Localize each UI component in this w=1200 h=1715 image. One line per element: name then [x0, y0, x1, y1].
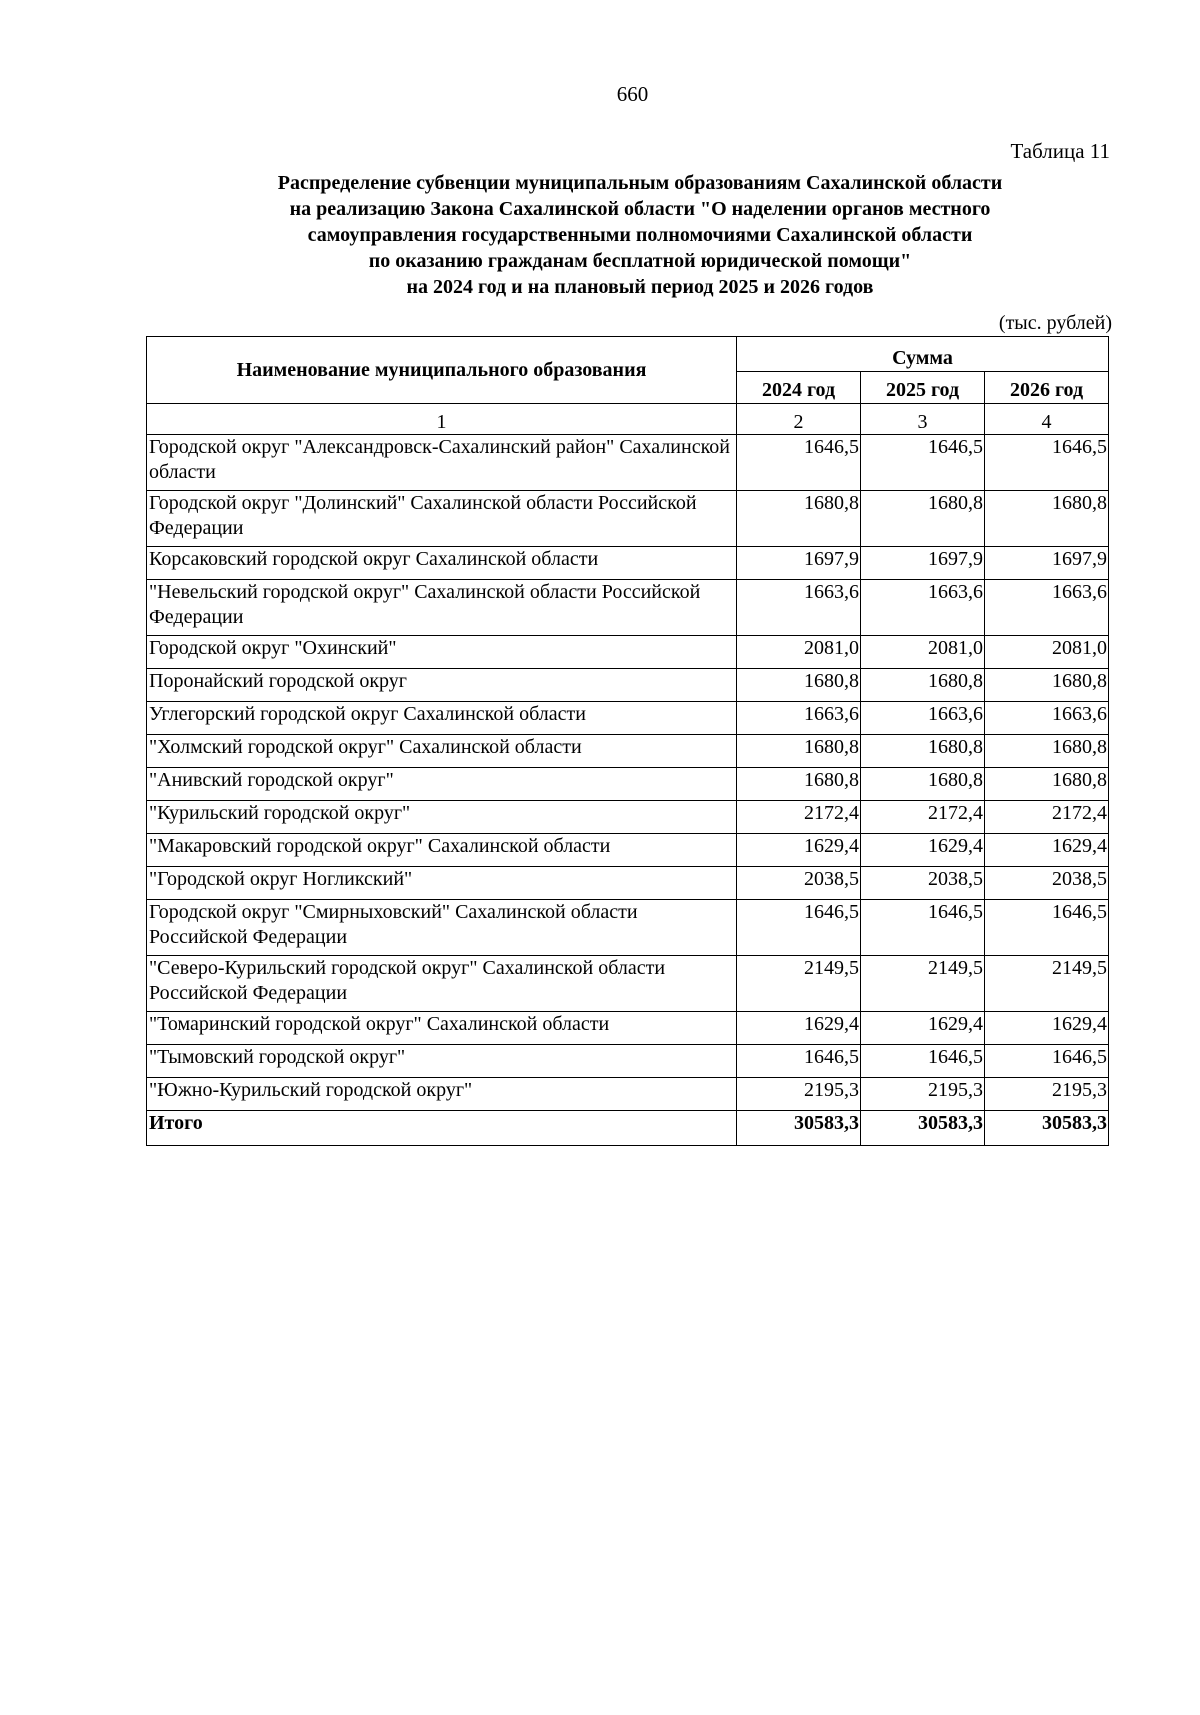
municipality-name: "Томаринский городской округ" Сахалинской области [147, 1012, 737, 1045]
page-number: 660 [616, 82, 649, 106]
table-row [147, 768, 1109, 801]
value-2024: 1629,4 [737, 1012, 861, 1045]
value-2024: 1663,6 [737, 702, 861, 735]
title-line: Распределение субвенции муниципальным образованиям Сахалинской области [277, 172, 1003, 194]
municipality-name: Городской округ "Александровск-Сахалинский район" Сахалинской области [147, 435, 737, 491]
document-title [150, 170, 1130, 300]
value-2024: 1680,8 [737, 491, 861, 547]
table-row [147, 547, 1109, 580]
header-sum: Сумма [737, 337, 1109, 372]
value-2024: 1646,5 [737, 1045, 861, 1078]
municipality-name: "Невельский городской округ" Сахалинской области Российской Федерации [147, 580, 737, 636]
table-row [147, 956, 1109, 1012]
value-2026: 1680,8 [985, 669, 1109, 702]
value-2025: 2195,3 [861, 1078, 985, 1111]
value-2024: 1663,6 [737, 580, 861, 636]
subvention-table [146, 336, 1109, 1146]
table-row [147, 580, 1109, 636]
title-line: на 2024 год и на плановый период 2025 и 2026 годов [406, 276, 874, 298]
value-2026: 1646,5 [985, 900, 1109, 956]
value-2024: 2149,5 [737, 956, 861, 1012]
value-2025: 2172,4 [861, 801, 985, 834]
value-2026: 1663,6 [985, 580, 1109, 636]
table-row [147, 900, 1109, 956]
value-2026: 1663,6 [985, 702, 1109, 735]
header-year-2026: 2026 год [985, 372, 1109, 404]
value-2024: 2172,4 [737, 801, 861, 834]
total-row [147, 1111, 1109, 1146]
total-label: Итого [147, 1111, 737, 1146]
value-2026: 1680,8 [985, 735, 1109, 768]
value-2026: 2195,3 [985, 1078, 1109, 1111]
value-2026: 1646,5 [985, 1045, 1109, 1078]
municipality-name: "Макаровский городской округ" Сахалинской области [147, 834, 737, 867]
table-row [147, 801, 1109, 834]
table-row [147, 867, 1109, 900]
value-2025: 1629,4 [861, 1012, 985, 1045]
value-2024: 1680,8 [737, 768, 861, 801]
value-2025: 1680,8 [861, 669, 985, 702]
value-2025: 1663,6 [861, 580, 985, 636]
value-2025: 1646,5 [861, 435, 985, 491]
value-2025: 1646,5 [861, 900, 985, 956]
column-index: 2 [737, 404, 861, 435]
municipality-name: Поронайский городской округ [147, 669, 737, 702]
value-2024: 1646,5 [737, 435, 861, 491]
total-2024: 30583,3 [737, 1111, 861, 1146]
value-2025: 2038,5 [861, 867, 985, 900]
municipality-name: Корсаковский городской округ Сахалинской области [147, 547, 737, 580]
municipality-name: "Тымовский городской округ" [147, 1045, 737, 1078]
value-2024: 2195,3 [737, 1078, 861, 1111]
value-2024: 2038,5 [737, 867, 861, 900]
title-line: по оказанию гражданам бесплатной юридической помощи" [368, 250, 912, 272]
total-2026: 30583,3 [985, 1111, 1109, 1146]
value-2026: 1629,4 [985, 834, 1109, 867]
value-2024: 1629,4 [737, 834, 861, 867]
value-2025: 2149,5 [861, 956, 985, 1012]
title-line: самоуправления государственными полномочиями Сахалинской области [307, 224, 973, 246]
value-2026: 1680,8 [985, 768, 1109, 801]
municipality-name: "Южно-Курильский городской округ" [147, 1078, 737, 1111]
table-row [147, 702, 1109, 735]
value-2026: 1680,8 [985, 491, 1109, 547]
header-year-2024: 2024 год [737, 372, 861, 404]
value-2026: 1629,4 [985, 1012, 1109, 1045]
municipality-name: Городской округ "Охинский" [147, 636, 737, 669]
value-2024: 1680,8 [737, 735, 861, 768]
municipality-name: "Анивский городской округ" [147, 768, 737, 801]
municipality-name: Городской округ "Смирныховский" Сахалинской области Российской Федерации [147, 900, 737, 956]
header-year-2025: 2025 год [861, 372, 985, 404]
municipality-name: "Курильский городской округ" [147, 801, 737, 834]
units-label: (тыс. рублей) [998, 312, 1112, 334]
table-label: Таблица 11 [1010, 139, 1110, 163]
table-row [147, 834, 1109, 867]
value-2025: 1646,5 [861, 1045, 985, 1078]
municipality-name: "Северо-Курильский городской округ" Сахалинской области Российской Федерации [147, 956, 737, 1012]
total-2025: 30583,3 [861, 1111, 985, 1146]
value-2025: 1697,9 [861, 547, 985, 580]
table-row [147, 669, 1109, 702]
value-2024: 1646,5 [737, 900, 861, 956]
column-index: 3 [861, 404, 985, 435]
value-2026: 2038,5 [985, 867, 1109, 900]
header-name: Наименование муниципального образования [147, 337, 737, 404]
municipality-name: Городской округ "Долинский" Сахалинской области Российской Федерации [147, 491, 737, 547]
table-row [147, 491, 1109, 547]
value-2026: 1697,9 [985, 547, 1109, 580]
value-2024: 1680,8 [737, 669, 861, 702]
table-row [147, 735, 1109, 768]
value-2025: 1680,8 [861, 768, 985, 801]
column-index: 4 [985, 404, 1109, 435]
value-2026: 2149,5 [985, 956, 1109, 1012]
table-row [147, 435, 1109, 491]
municipality-name: "Городской округ Ногликский" [147, 867, 737, 900]
value-2026: 2081,0 [985, 636, 1109, 669]
column-index: 1 [147, 404, 737, 435]
value-2024: 1697,9 [737, 547, 861, 580]
value-2025: 1680,8 [861, 735, 985, 768]
value-2024: 2081,0 [737, 636, 861, 669]
table-row [147, 636, 1109, 669]
title-line: на реализацию Закона Сахалинской области "О наделении органов местного [289, 198, 991, 220]
table-row [147, 1012, 1109, 1045]
value-2025: 1680,8 [861, 491, 985, 547]
table-row [147, 1078, 1109, 1111]
value-2026: 1646,5 [985, 435, 1109, 491]
value-2026: 2172,4 [985, 801, 1109, 834]
value-2025: 1629,4 [861, 834, 985, 867]
table-row [147, 1045, 1109, 1078]
value-2025: 1663,6 [861, 702, 985, 735]
municipality-name: "Холмский городской округ" Сахалинской области [147, 735, 737, 768]
municipality-name: Углегорский городской округ Сахалинской области [147, 702, 737, 735]
value-2025: 2081,0 [861, 636, 985, 669]
